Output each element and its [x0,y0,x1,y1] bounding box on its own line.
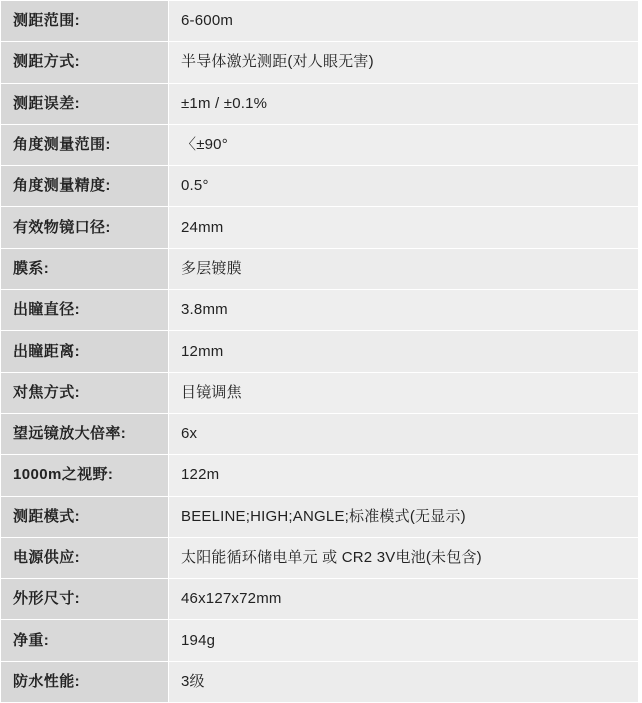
spec-label: 1000m之视野: [1,455,169,496]
spec-value: 0.5° [169,166,639,207]
table-row [1,579,639,620]
spec-label: 测距误差: [1,83,169,124]
spec-value: 太阳能循环储电单元 或 CR2 3V电池(未包含) [169,537,639,578]
spec-value: 6x [169,413,639,454]
spec-label: 出瞳距离: [1,331,169,372]
spec-label: 望远镜放大倍率: [1,413,169,454]
table-row [1,661,639,702]
spec-value: 目镜调焦 [169,372,639,413]
spec-value: ±1m / ±0.1% [169,83,639,124]
spec-label: 出瞳直径: [1,290,169,331]
table-row [1,620,639,661]
spec-label: 测距方式: [1,42,169,83]
spec-label: 角度测量范围: [1,124,169,165]
spec-label: 有效物镜口径: [1,207,169,248]
table-row [1,124,639,165]
table-row [1,207,639,248]
spec-label: 对焦方式: [1,372,169,413]
spec-value: 3级 [169,661,639,702]
spec-label: 膜系: [1,248,169,289]
spec-value: 24mm [169,207,639,248]
table-row [1,331,639,372]
spec-value: BEELINE;HIGH;ANGLE;标准模式(无显示) [169,496,639,537]
table-row [1,290,639,331]
spec-value: 3.8mm [169,290,639,331]
spec-value: 半导体激光测距(对人眼无害) [169,42,639,83]
specification-table-body [1,1,639,703]
spec-value: 〈±90° [169,124,639,165]
table-row [1,496,639,537]
table-row [1,42,639,83]
spec-label: 外形尺寸: [1,579,169,620]
spec-label: 测距模式: [1,496,169,537]
spec-label: 电源供应: [1,537,169,578]
spec-value: 194g [169,620,639,661]
table-row [1,372,639,413]
table-row [1,537,639,578]
table-row [1,83,639,124]
spec-label: 测距范围: [1,1,169,42]
table-row [1,248,639,289]
spec-value: 12mm [169,331,639,372]
table-row [1,413,639,454]
spec-value: 122m [169,455,639,496]
table-row [1,166,639,207]
table-row [1,455,639,496]
spec-label: 角度测量精度: [1,166,169,207]
spec-label: 净重: [1,620,169,661]
table-row [1,1,639,42]
spec-value: 多层镀膜 [169,248,639,289]
spec-label: 防水性能: [1,661,169,702]
spec-value: 6-600m [169,1,639,42]
spec-value: 46x127x72mm [169,579,639,620]
